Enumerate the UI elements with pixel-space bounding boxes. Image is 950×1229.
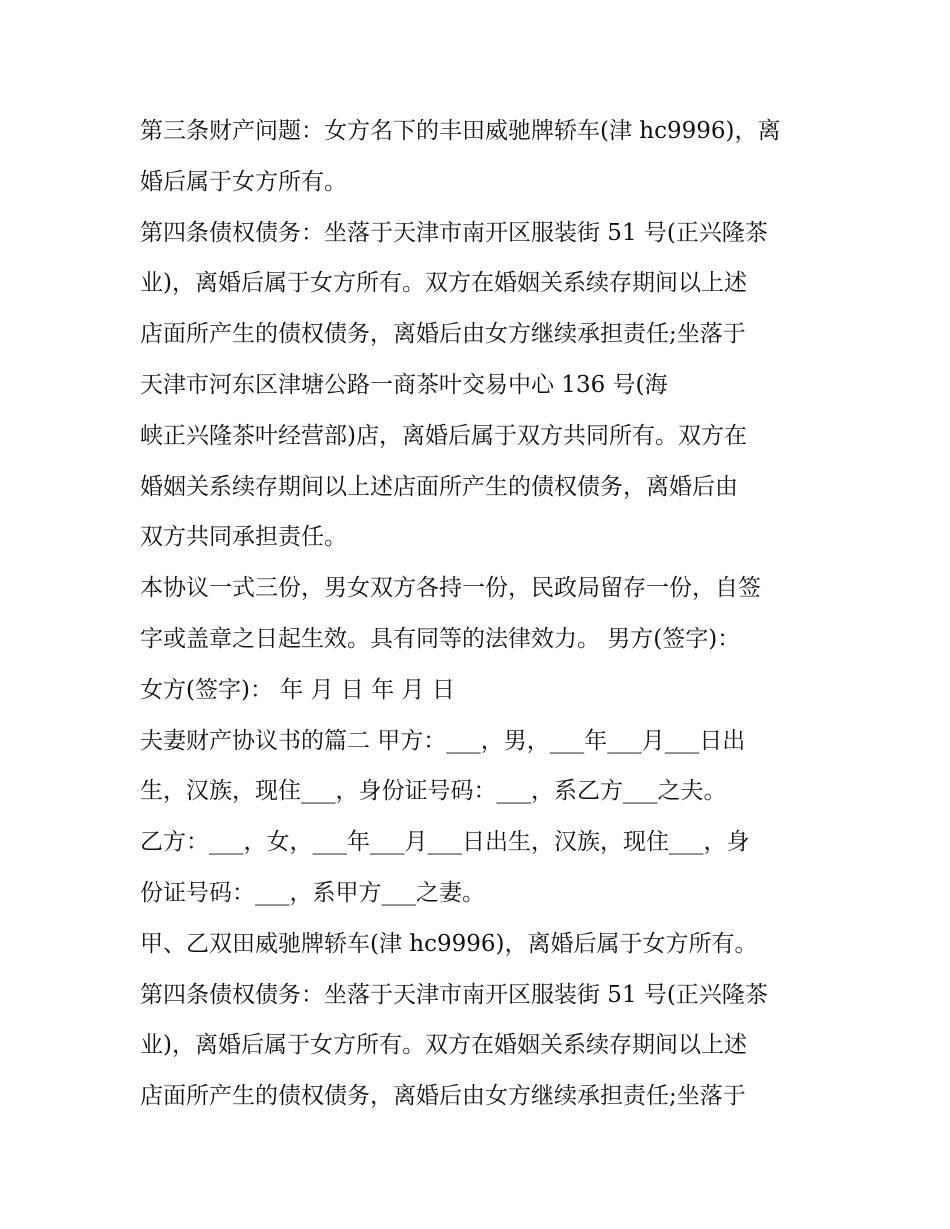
- text-line: 峡正兴隆茶叶经营部)店，离婚后属于双方共同所有。双方在: [140, 422, 747, 449]
- text-line: 第四条债权债务：坐落于天津市南开区服装街 51 号(正兴隆茶: [140, 981, 768, 1008]
- text-line: 婚后属于女方所有。: [140, 168, 347, 195]
- document-body: [140, 106, 830, 1122]
- text-line: 夫妻财产协议书的篇二 甲方：___，男，___年___月___日出: [140, 727, 746, 754]
- text-line: 第三条财产问题：女方名下的丰田威驰牌轿车(津 hc9996)，离: [140, 118, 781, 144]
- text-line: 第四条债权债务：坐落于天津市南开区服装街 51 号(正兴隆茶: [140, 219, 768, 246]
- text-line: 双方共同承担责任。: [140, 524, 347, 551]
- text-line: 生，汉族，现住___，身份证号码：___，系乙方___之夫。: [140, 778, 727, 805]
- text-line: 婚姻关系续存期间以上述店面所产生的债权债务，离婚后由: [140, 473, 738, 500]
- text-line: 甲、乙双田威驰牌轿车(津 hc9996)，离婚后属于女方所有。: [140, 930, 758, 957]
- text-line: 字或盖章之日起生效。具有同等的法律效力。 男方(签字)：: [140, 625, 741, 652]
- text-line: 乙方：___，女，___年___月___日出生，汉族，现住___，身: [140, 829, 750, 856]
- text-line: 店面所产生的债权债务，离婚后由女方继续承担责任;坐落于: [140, 1083, 746, 1110]
- text-line: 本协议一式三份，男女双方各持一份，民政局留存一份，自签: [140, 575, 761, 602]
- text-line: 业)，离婚后属于女方所有。双方在婚姻关系续存期间以上述: [140, 1032, 747, 1059]
- text-line: 天津市河东区津塘公路一商茶叶交易中心 136 号(海: [140, 371, 668, 398]
- text-line: 业)，离婚后属于女方所有。双方在婚姻关系续存期间以上述: [140, 270, 747, 297]
- text-line: 女方(签字)： 年 月 日 年 月 日: [140, 676, 455, 703]
- text-line: 份证号码：___，系甲方___之妻。: [140, 879, 485, 906]
- text-line: 店面所产生的债权债务，离婚后由女方继续承担责任;坐落于: [140, 321, 746, 348]
